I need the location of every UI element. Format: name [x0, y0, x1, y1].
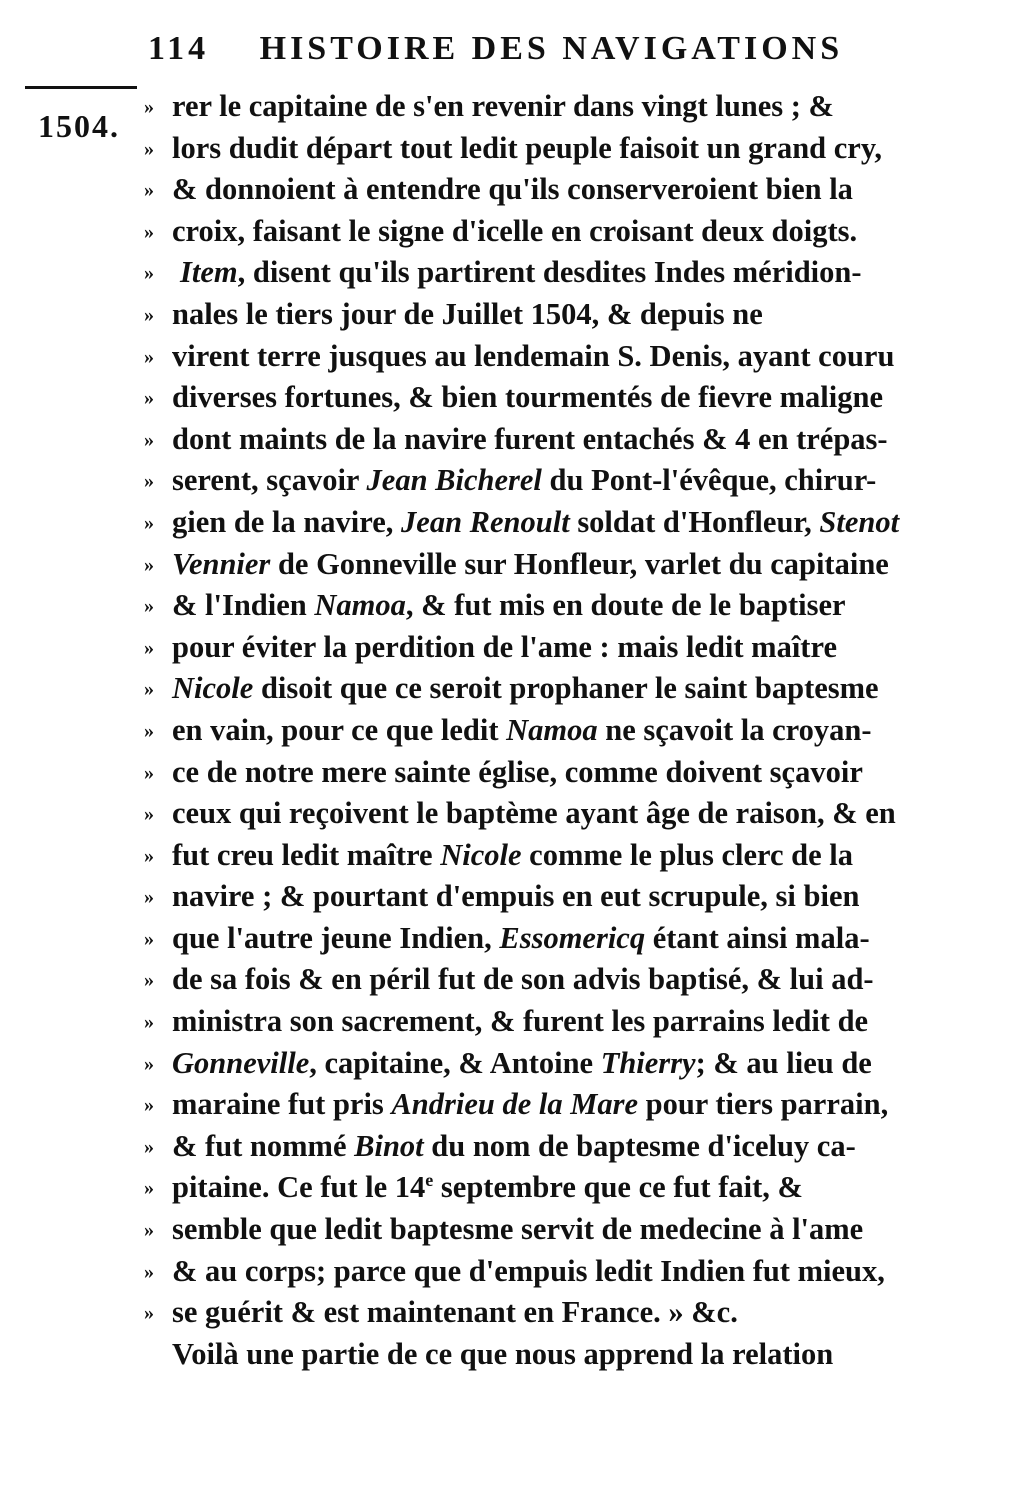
- text-line: » virent terre jusques au lendemain S. Denis, ayant couru: [144, 338, 895, 373]
- text-line: » semble que ledit baptesme servit de medecine à l'ame: [144, 1212, 864, 1247]
- running-title: HISTOIRE DES NAVIGATIONS: [259, 30, 844, 67]
- text-line: » que l'autre jeune Indien, Essomericq étant ainsi mala-: [144, 920, 870, 955]
- text-line: » Vennier de Gonneville sur Honfleur, varlet du capitaine: [144, 546, 889, 581]
- text-line: » de sa fois & en péril fut de son advis baptisé, & lui ad-: [144, 962, 874, 997]
- text-line: » & au corps; parce que d'empuis ledit Indien fut mieux,: [144, 1253, 885, 1288]
- body-text: [144, 86, 984, 1375]
- text-line: » en vain, pour ce que ledit Namoa ne sçavoit la croyan-: [144, 712, 872, 747]
- text-line: » ministra son sacrement, & furent les parrains ledit de: [144, 1004, 869, 1039]
- text-line: » navire ; & pourtant d'empuis en eut scrupule, si bien: [144, 879, 860, 914]
- text-line: » pitaine. Ce fut le 14e septembre que ce fut fait, &: [144, 1170, 803, 1205]
- text-line: » Gonneville, capitaine, & Antoine Thierry; & au lieu de: [144, 1045, 872, 1080]
- margin-rule: [25, 86, 137, 89]
- margin-year-note: 1504.: [38, 108, 120, 144]
- text-line: » se guérit & est maintenant en France. » &c.: [144, 1295, 738, 1330]
- text-line: » & fut nommé Binot du nom de baptesme d'iceluy ca-: [144, 1128, 856, 1163]
- text-line: » gien de la navire, Jean Renoult soldat d'Honfleur, Stenot: [144, 504, 900, 539]
- text-line: » diverses fortunes, & bien tourmentés de fievre maligne: [144, 380, 883, 415]
- text-line: Voilà une partie de ce que nous apprend la relation: [172, 1336, 834, 1371]
- text-line: » maraine fut pris Andrieu de la Mare pour tiers parrain,: [144, 1087, 889, 1122]
- text-line: » croix, faisant le signe d'icelle en croisant deux doigts.: [144, 213, 858, 248]
- text-line: » serent, sçavoir Jean Bicherel du Pont-l'évêque, chirur-: [144, 463, 877, 498]
- text-line: » ceux qui reçoivent le baptème ayant âge de raison, & en: [144, 796, 896, 831]
- text-line: » nales le tiers jour de Juillet 1504, & depuis ne: [144, 296, 763, 331]
- text-line: » Item, disent qu'ils partirent desdites Indes méridion-: [144, 255, 862, 290]
- text-line: » pour éviter la perdition de l'ame : mais ledit maître: [144, 629, 837, 664]
- text-line: » Nicole disoit que ce seroit prophaner le saint baptesme: [144, 671, 879, 706]
- page-number: 114: [148, 30, 210, 67]
- text-line: » ce de notre mere sainte église, comme doivent sçavoir: [144, 754, 863, 789]
- text-line: » dont maints de la navire furent entachés & 4 en trépas-: [144, 421, 888, 456]
- text-line: » & l'Indien Namoa, & fut mis en doute de le baptiser: [144, 588, 846, 623]
- text-line: » lors dudit départ tout ledit peuple faisoit un grand cry,: [144, 130, 883, 165]
- text-line: » fut creu ledit maître Nicole comme le plus clerc de la: [144, 837, 853, 872]
- text-line: » & donnoient à entendre qu'ils conserveroient bien la: [144, 172, 853, 207]
- running-header: [148, 30, 888, 68]
- text-line: » rer le capitaine de s'en revenir dans vingt lunes ; &: [144, 89, 834, 123]
